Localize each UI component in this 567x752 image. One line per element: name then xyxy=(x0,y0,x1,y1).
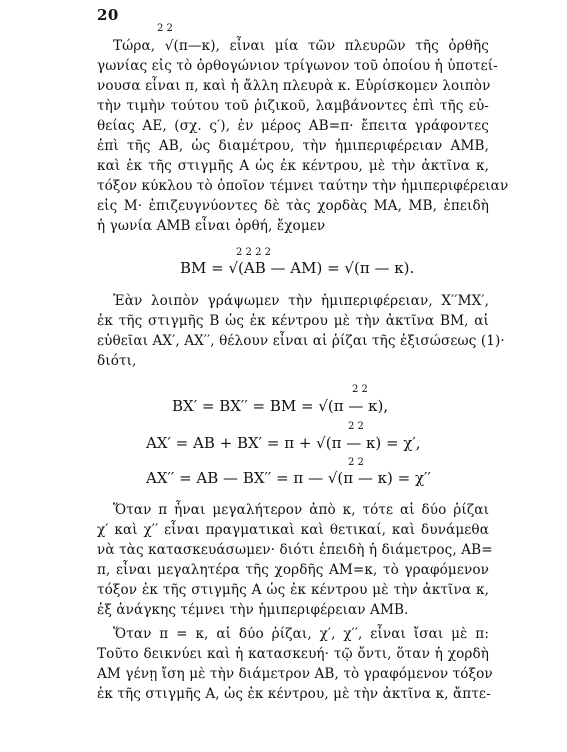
text-line: θείας ΑΕ, (σχ. ς′), ἐν μέρος ΑΒ=π· ἔπειτα γράφοντες xyxy=(97,118,489,134)
text-line: Ὅταν π ἦναι μεγαλήτερον ἀπὸ κ, τότε αἱ δύο ῥίζαι xyxy=(113,502,489,518)
text-line: Ὅταν π = κ, αἱ δύο ῥίζαι, χ′, χ′′, εἶναι ἴσαι μὲ π: xyxy=(113,626,489,642)
equation-ax1: ΑΧ′ = ΑΒ + ΒΧ′ = π + √(π — κ) = χ′, xyxy=(146,434,421,452)
text-line: ἡ γωνία ΑΜΒ εἶναι ὀρθή, ἔχομεν xyxy=(97,218,326,234)
text-line: ἐξ ἀνάγκης τέμνει τὴν ἡμιπεριφέρειαν ΑΜΒ. xyxy=(97,602,409,618)
text-line: εὐθεῖαι ΑΧ′, ΑΧ′′, θέλουν εἶναι αἱ ῥίζαι τῆς ἐξισώσεως (1)· xyxy=(97,333,505,349)
text-line: γωνίας εἰς τὸ ὀρθογώνιον τρίγωνον τοῦ ὁποίου ἡ ὑποτεί- xyxy=(97,58,498,74)
text-line: Τώρα, √(π—κ), εἶναι μία τῶν πλευρῶν τῆς ὀρθῆς xyxy=(113,38,489,54)
equation-exponents: 2 2 xyxy=(348,421,364,432)
text-line: Τοῦτο δεικνύει καὶ ἡ κατασκευή· τῷ ὄντι, ὅταν ἡ χορδὴ xyxy=(97,646,489,662)
equation-ax2: ΑΧ′′ = ΑΒ — ΒΧ′′ = π — √(π — κ) = χ′′ xyxy=(146,469,431,487)
text-line: χ′ καὶ χ′′ εἶναι πραγματικαὶ καὶ θετικαί, καὶ δυνάμεθα xyxy=(97,522,489,538)
text-line: ἐκ τῆς στιγμῆς Β ὡς ἐκ κέντρου μὲ τὴν ἀκτῖνα ΒΜ, αἱ xyxy=(97,313,489,329)
equation-exponents: 2 2 xyxy=(348,457,364,468)
text-line: ΑΜ γένῃ ἴση μὲ τὴν διάμετρον ΑΒ, τὸ γραφόμενον τόξον xyxy=(97,666,493,682)
text-line: ἐκ τῆς στιγμῆς Α, ὡς ἐκ κέντρου, μὲ τὴν ἀκτῖνα κ, ἄπτε- xyxy=(97,686,491,702)
text-line: νὰ τὰς κατασκευάσωμεν· διότι ἐπειδὴ ἡ διάμετρος, ΑΒ= xyxy=(97,542,493,558)
equation-exponents: 2 2 xyxy=(352,384,368,395)
text-line: Ἐὰν λοιπὸν γράψωμεν τὴν ἡμιπεριφέρειαν, Χ′′ΜΧ′, xyxy=(113,293,489,309)
equation-exponents: 2 2 2 2 xyxy=(236,247,271,258)
page-number: 20 xyxy=(97,6,119,24)
text-line: τόξον ἐκ τῆς στιγμῆς Α ὡς ἐκ κέντρου μὲ τὴν ἀκτῖνα κ, xyxy=(97,582,489,598)
equation-bx: ΒΧ′ = ΒΧ′′ = ΒΜ = √(π — κ), xyxy=(172,397,389,415)
line1-exponents: 2 2 xyxy=(157,23,173,34)
equation-bm: ΒΜ = √(ΑΒ — ΑΜ) = √(π — κ). xyxy=(180,259,415,277)
text-line: εἰς Μ· ἐπιζευγνύοντες δὲ τὰς χορδὰς ΜΑ, ΜΒ, ἐπειδὴ xyxy=(97,198,489,214)
text-line: διότι, xyxy=(97,353,137,369)
text-line: τόξον κύκλου τὸ ὁποῖον τέμνει ταύτην τὴν ἡμιπεριφέρειαν xyxy=(97,178,509,194)
text-line: π, εἶναι μεγαλητέρα τῆς χορδῆς ΑΜ=κ, τὸ γραφόμενον xyxy=(97,562,489,578)
text-line: τὴν τιμὴν τούτου τοῦ ῥιζικοῦ, λαμβάνοντες ἐπὶ τῆς εὐ- xyxy=(97,98,489,114)
text-line: καὶ ἐκ τῆς στιγμῆς Α ὡς ἐκ κέντρου, μὲ τὴν ἀκτῖνα κ, xyxy=(97,158,489,174)
text-line: νουσα εἶναι π, καὶ ἡ ἄλλη πλευρὰ κ. Εὑρίσκομεν λοιπὸν xyxy=(97,78,491,94)
text-line: ἐπὶ τῆς ΑΒ, ὡς διαμέτρου, τὴν ἡμιπεριφέρειαν ΑΜΒ, xyxy=(97,138,489,154)
